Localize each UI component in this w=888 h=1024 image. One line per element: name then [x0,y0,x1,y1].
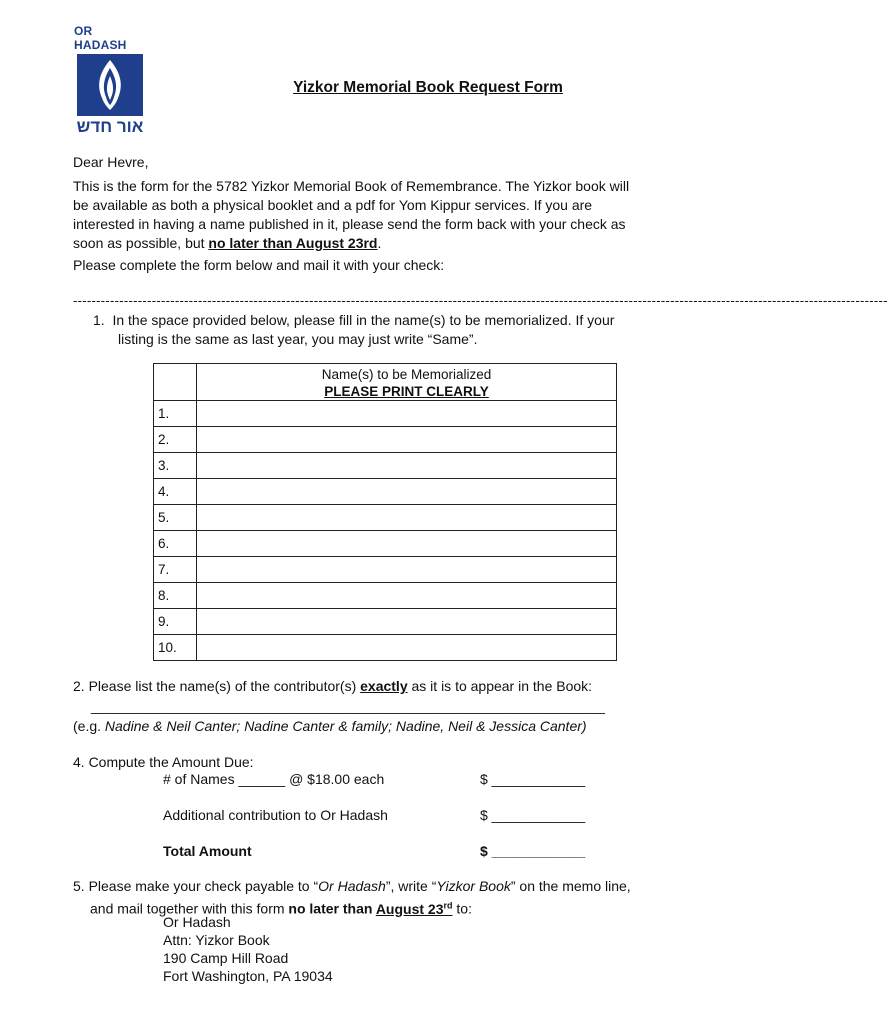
row-number: 1. [154,401,197,427]
table-row [154,557,617,583]
intro-line: be available as both a physical booklet and a pdf for Yom Kippur services. If you are [73,197,593,213]
greeting: Dear Hevre, [73,154,149,170]
item-1-line: listing is the same as last year, you may just write “Same”. [118,331,478,347]
or-hadash-logo [74,24,146,136]
date-suffix: rd [443,900,453,910]
item-1-line [93,311,693,330]
intro-text: soon as possible, but [73,235,209,251]
deadline-date [376,901,453,917]
table-row [154,583,617,609]
address-line: Fort Washington, PA 19034 [163,968,333,984]
name-entry-cell[interactable] [197,557,617,583]
names-amount-field[interactable]: $ ____________ [480,771,586,787]
item-text: 5. Please make your check payable to “ [73,878,319,894]
names-table [153,363,617,661]
item-text: ”, write “ [385,878,437,894]
additional-contribution-label: Additional contribution to Or Hadash [163,807,388,823]
deadline-text: no later than [288,900,376,917]
emphasis-text: exactly [360,678,408,694]
table-row [154,609,617,635]
contributor-example [73,717,693,736]
table-row [154,427,617,453]
item-1 [93,311,693,349]
payee-text: Or Hadash [318,878,386,894]
table-row [154,531,617,557]
address-line: 190 Camp Hill Road [163,950,289,966]
row-number: 3. [154,453,197,479]
table-header-title: Name(s) to be Memorialized [321,367,492,382]
item-text: as it is to appear in the Book: [407,678,593,694]
row-number: 5. [154,505,197,531]
table-header-instruction: PLEASE PRINT CLEARLY [324,384,489,399]
name-entry-cell[interactable] [197,531,617,557]
name-entry-cell[interactable] [197,453,617,479]
row-number: 9. [154,609,197,635]
item-text: 2. Please list the name(s) of the contributor(s) [73,678,361,694]
deadline-date-text: August 23 [375,900,444,917]
instruction-text: Please complete the form below and mail it with your check: [73,257,445,273]
deadline-emphasis: no later than August 23rd [208,235,378,251]
example-text: Nadine & Neil Canter; Nadine Canter & family; Nadine, Neil & Jessica Canter) [104,718,587,734]
table-row [154,505,617,531]
total-amount-label: Total Amount [163,843,252,859]
intro-paragraph [73,177,693,253]
intro-line: This is the form for the 5782 Yizkor Memorial Book of Remembrance. The Yizkor book will [73,178,630,194]
item-4-heading: 4. Compute the Amount Due: [73,754,254,770]
name-entry-cell[interactable] [197,635,617,661]
table-row [154,401,617,427]
separator-line: -------------------------------------------------------------------------------------------------------------------------------------------------------------------------------- [73,293,888,308]
row-number: 7. [154,557,197,583]
intro-text: . [377,235,382,251]
item-text: and mail together with this form [90,900,289,917]
row-number: 2. [154,427,197,453]
row-number: 4. [154,479,197,505]
address-line: Attn: Yizkor Book [163,932,270,948]
intro-line: interested in having a name published in it, please send the form back with your check as [73,216,626,232]
table-header-row [154,364,617,401]
item-text: to: [452,900,472,917]
table-header-cell-empty [154,364,197,401]
row-number: 6. [154,531,197,557]
table-header-cell [197,364,617,401]
mailing-address [163,913,333,985]
item-text: ” on the memo line, [510,878,631,894]
logo-wordmark: OR HADASH [74,24,127,52]
intro-line [73,234,693,253]
table-row [154,635,617,661]
names-count-label: # of Names ______ @ $18.00 each [163,771,385,787]
item-number: 1. [93,312,105,328]
additional-amount-field[interactable]: $ ____________ [480,807,586,823]
address-line: Or Hadash [163,914,231,930]
item-5-line [73,877,713,896]
logo-hebrew: אור חדש [76,117,144,136]
total-amount-field[interactable]: $ ____________ [480,843,586,859]
name-entry-cell[interactable] [197,505,617,531]
page-title: Yizkor Memorial Book Request Form [293,79,563,96]
name-entry-cell[interactable] [197,401,617,427]
name-entry-cell[interactable] [197,427,617,453]
name-entry-cell[interactable] [197,479,617,505]
memo-text: Yizkor Book [436,878,511,894]
item-text: In the space provided below, please fill in the name(s) to be memorialized. If your [112,312,615,328]
name-entry-cell[interactable] [197,609,617,635]
row-number: 8. [154,583,197,609]
table-row [154,453,617,479]
row-number: 10. [154,635,197,661]
item-2 [73,677,693,696]
table-row [154,479,617,505]
contributor-blank-line[interactable]: __________________________________________________________________ [91,698,605,714]
example-prefix: (e.g. [73,718,105,734]
name-entry-cell[interactable] [197,583,617,609]
